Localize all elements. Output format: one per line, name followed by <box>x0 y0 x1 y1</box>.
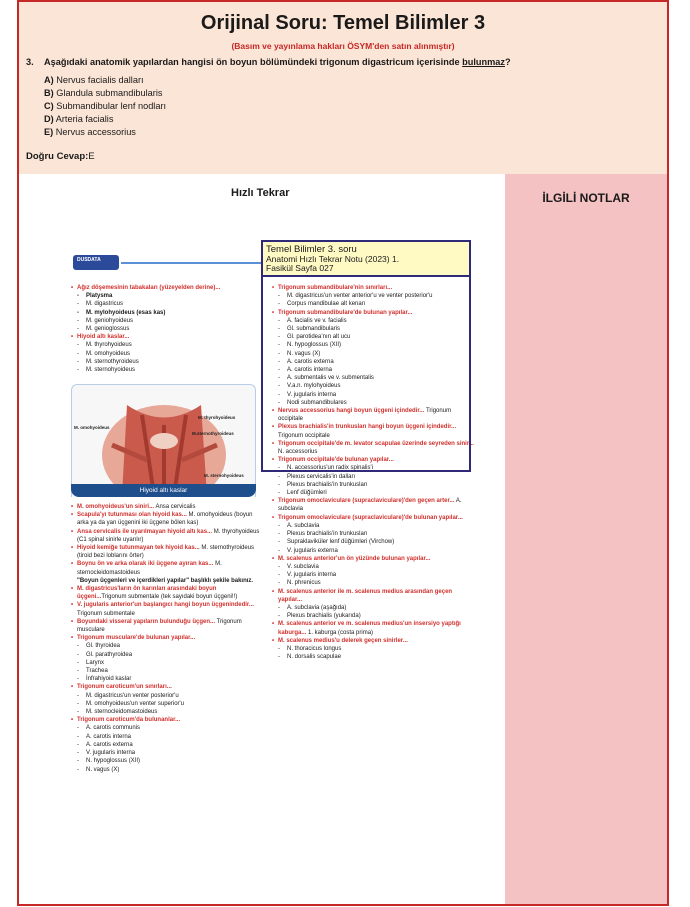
summary-heading <box>272 514 476 522</box>
summary-heading <box>71 683 261 691</box>
figure-label-sternohyoideus: M. sternohyoideus <box>204 473 244 478</box>
summary-list-item: - Supraklaviküler lenf düğümleri (Virchow) <box>272 538 476 546</box>
summary-heading <box>71 601 261 617</box>
summary-list-item: - N. accessorius'un radix spinalis'i <box>272 464 476 472</box>
question-number: 3. <box>26 57 34 67</box>
reference-page: Fasikül Sayfa 027 <box>266 263 334 273</box>
publisher-logo: DUSDATA <box>73 255 119 270</box>
summary-heading-answer: Ansa cervicalis <box>154 504 196 510</box>
summary-heading <box>71 333 256 341</box>
question-end: ? <box>504 57 511 67</box>
summary-heading-text: M. digastricus'ların ön karınları arasındaki boyun üçgeni... <box>77 586 217 601</box>
summary-list-item: - M. omohyoideus'un venter superior'u <box>71 700 261 708</box>
option-a: A) Nervus facialis dalları <box>44 75 144 85</box>
summary-heading-text: Hiyoid altı kaslar... <box>77 334 130 341</box>
summary-heading <box>272 555 476 563</box>
option-c: C) Submandibular lenf nodları <box>44 101 167 111</box>
summary-heading-answer: M. sternothyroideus (tiroid bezi loblarını örter) <box>77 545 255 560</box>
summary-list-item: - A. carotis externa <box>71 741 261 749</box>
summary-heading <box>71 716 261 724</box>
summary-heading-text: Trigonum submandibulare'nin sınırları... <box>278 285 393 291</box>
summary-list-item: - Plexus brachialis'in trunkusları <box>272 530 476 538</box>
summary-list-item: - N. thoracicus longus <box>272 645 476 653</box>
summary-list-item: - A. carotis communis <box>71 724 261 732</box>
summary-heading-text: Ansa cervicalis ile uyarılmayan hiyoid altı kas... <box>77 528 213 535</box>
option-d: D) Arteria facialis <box>44 114 114 124</box>
summary-list-item: - N. dorsalis scapulae <box>272 653 476 661</box>
summary-list-item: - M. sternocleidomastoideus <box>71 708 261 716</box>
figure-caption: Hiyoid altı kaslar <box>71 484 256 497</box>
left-column-top <box>71 284 256 374</box>
summary-list-item: - Nodi submandibulares <box>272 399 476 407</box>
question-panel <box>19 2 667 174</box>
summary-heading-text: Trigonum occipitale'de bulunan yapılar... <box>278 457 394 464</box>
review-heading: Hızlı Tekrar <box>231 187 290 199</box>
summary-heading-text: Boynu ön ve arka olarak iki üçgene ayıran kas... <box>77 561 214 568</box>
summary-list-item: - Platysma <box>71 292 256 300</box>
summary-list-item: - Trachea <box>71 667 261 675</box>
summary-list-item: - M. digastricus'un venter posterior'u <box>71 692 261 700</box>
page-title: Orijinal Soru: Temel Bilimler 3 <box>200 12 486 34</box>
summary-list-item: - V. jugularis externa <box>272 547 476 555</box>
summary-list-item: - V. subclavia <box>272 563 476 571</box>
rights-notice: (Basım ve yayınlama hakları ÖSYM'den satın alınmıştır) <box>231 41 455 51</box>
summary-list-item: - N. vagus (X) <box>272 350 476 358</box>
summary-list-item: - Corpus mandibulae alt kenarı <box>272 300 476 308</box>
summary-list-item: - İnfrahiyoid kaslar <box>71 675 261 683</box>
summary-heading-answer: Trigonum occipitale <box>278 432 330 439</box>
summary-list-item: - A. subclavia <box>272 522 476 530</box>
summary-heading-answer: Trigonum submentale <box>77 610 135 617</box>
notes-panel <box>505 174 667 904</box>
summary-heading <box>272 637 476 645</box>
summary-heading-text: Trigonum caroticum'da bulunanlar... <box>77 717 181 724</box>
summary-heading-text: Trigonum musculare'de bulunan yapılar... <box>77 635 196 642</box>
summary-list-item: - M. sternothyroideus <box>71 358 256 366</box>
summary-list-item: - M. geniohyoideus <box>71 317 256 325</box>
summary-list-item: - M. digastricus <box>71 300 256 308</box>
left-column-bottom <box>71 503 261 774</box>
summary-heading-answer: Trigonum musculare <box>77 618 242 634</box>
summary-heading-text: Scapula'yı tutunması olan hiyoid kas... <box>77 512 187 519</box>
summary-heading-answer: A. subclavia <box>278 498 462 513</box>
summary-list-item: - Gl. parathyroidea <box>71 651 261 659</box>
summary-list-item: - M. thyrohyoideus <box>71 341 256 349</box>
summary-list-item: - A. carotis externa <box>272 358 476 366</box>
summary-heading-text: Ağız döşemesinin tabakaları (yüzeyelden derine)... <box>77 285 221 291</box>
summary-list-item: - Gl. submandibularis <box>272 325 476 333</box>
summary-heading-text: Trigonum submandibulare'de bulunan yapılar... <box>278 309 413 316</box>
summary-heading <box>71 528 261 544</box>
summary-list-item: - A. subclavia (aşağıda) <box>272 604 476 612</box>
summary-list-item: - M. sternohyoideus <box>71 366 256 374</box>
summary-list-item: - N. hypoglossus (XII) <box>71 757 261 765</box>
summary-list-item: - M. genioglossus <box>71 325 256 333</box>
summary-heading-answer: M. omohyoideus (boyun arka ya da yan üçgenini iki üçgene bölen kas) <box>77 512 253 527</box>
reference-source: Anatomi Hızlı Tekrar Notu (2023) 1. <box>266 254 400 264</box>
summary-list-item: - V.a.n. mylohyoideus <box>272 382 476 390</box>
summary-list-item: - M. digastricus'un venter anterior'u ve venter posterior'u <box>272 292 476 300</box>
summary-list-item: - Lenf düğümleri <box>272 489 476 497</box>
summary-heading-text: Trigonum omoclaviculare (supraclaviculare)'de bulunan yapılar... <box>278 514 463 521</box>
summary-heading <box>71 618 261 634</box>
summary-heading-answer: Trigonum occipitale <box>278 408 452 423</box>
summary-heading-text: Boyundaki visseral yapıların bulunduğu üçgen... <box>77 618 216 625</box>
summary-list-item: - N. phrenicus <box>272 579 476 587</box>
summary-list-item: - M. mylohyoideus (esas kas) <box>71 309 256 317</box>
correct-answer: Doğru Cevap:E <box>26 151 95 162</box>
summary-list-item: - V. jugularis interna <box>272 391 476 399</box>
summary-list-item: - A. carotis interna <box>71 733 261 741</box>
summary-heading-text: Trigonum caroticum'un sınırları... <box>77 684 172 691</box>
summary-heading <box>71 503 261 511</box>
summary-list-item: - V. jugularis interna <box>272 571 476 579</box>
summary-heading-answer: Trigonum submentale (tek sayıdaki boyun üçgeni!!) <box>101 594 238 601</box>
summary-heading <box>71 544 261 560</box>
summary-heading <box>71 634 261 642</box>
summary-heading-answer: N. accessorius <box>278 449 318 456</box>
question-text <box>26 57 656 67</box>
summary-heading <box>272 620 476 636</box>
reference-title: Temel Bilimler 3. soru <box>266 244 357 255</box>
answer-options <box>44 74 166 139</box>
summary-list-item: - Plexus brachialis'in trunkusları <box>272 481 476 489</box>
summary-heading-text: V. jugularis anterior'un başlangıcı hangi boyun üçgenindedir... <box>77 602 254 609</box>
summary-heading-text: M. scalenus medius'u delerek geçen sinirler... <box>278 637 408 644</box>
summary-heading-text: M. scalenus anterior ve m. scalenus medius'un insersiyo yaptığı kaburga... <box>278 621 461 636</box>
summary-list-item: - A. carotis interna <box>272 366 476 374</box>
summary-heading-text: Trigonum occipitale'de m. levator scapulae üzerinde seyreden sinir... <box>278 440 474 447</box>
summary-heading <box>71 560 261 576</box>
summary-heading-text: M. omohyoideus'un siniri... <box>77 504 155 510</box>
summary-list-item: - Gl. parotideaʼnın alt ucu <box>272 333 476 341</box>
summary-list-item: - N. hypoglossus (XII) <box>272 341 476 349</box>
summary-heading-answer: 1. kaburga (costa prima) <box>306 629 374 636</box>
summary-heading-answer: M. sternocleidomastoideus <box>77 561 222 576</box>
summary-heading-text: M. scalenus anterior ile m. scalenus medius arasından geçen yapılar... <box>278 588 453 603</box>
summary-heading-text: Nervus accessorius hangi boyun üçgeni içindedir... <box>278 408 425 415</box>
figure-label-sternothyroideus: M.sternothyroideus <box>192 431 234 436</box>
summary-heading-text: Hiyoid kemiğe tutunmayan tek hiyoid kas... <box>77 545 200 552</box>
notes-heading: İLGİLİ NOTLAR <box>542 191 630 205</box>
summary-list-item: - Plexus brachialis (yukarıda) <box>272 612 476 620</box>
summary-list-item: - A. submentalis ve v. submentalis <box>272 374 476 382</box>
summary-list-item: - A. facialis ve v. facialis <box>272 317 476 325</box>
figure-label-thyrohyoideus: M. thyrohyoideus <box>198 415 236 420</box>
summary-heading <box>71 511 261 527</box>
summary-heading <box>71 585 261 601</box>
summary-heading-text: M. scalenus anterior'un ön yüzünde bulunan yapılar... <box>278 555 431 562</box>
summary-heading <box>71 284 256 292</box>
question-stem: Aşağıdaki anatomik yapılardan hangisi ön boyun bölümündeki trigonum digastricum içerisinde <box>44 57 463 67</box>
summary-list-item: - N. vagus (X) <box>71 766 261 774</box>
question-emphasis: bulunmaz <box>462 57 505 67</box>
figure-label-omohyoideus: M. omohyoideus <box>74 425 110 430</box>
summary-heading <box>272 588 476 604</box>
summary-heading-answer: M. thyrohyoideus (C1 spinal sinirle uyarılır) <box>77 528 260 543</box>
option-b: B) Glandula submandibularis <box>44 88 163 98</box>
summary-list-item: - V. jugularis interna <box>71 749 261 757</box>
reference-box-header <box>261 240 471 277</box>
summary-list-item: "Boyun üçgenleri ve içerdikleri yapılar" başlıklı şekile bakınız. <box>77 577 254 584</box>
neck-anatomy-illustration <box>72 385 255 497</box>
option-e: E) Nervus accessorius <box>44 127 136 137</box>
summary-list-item: - Larynx <box>71 659 261 667</box>
summary-list-item: - Gl. thyroidea <box>71 642 261 650</box>
summary-heading-text: Trigonum omoclaviculare (supraclaviculare)'den geçen arter... <box>278 498 455 505</box>
summary-list-item: - M. omohyoideus <box>71 350 256 358</box>
summary-heading-text: Plexus brachialis'in trunkusları hangi boyun üçgeni içindedir... <box>278 424 457 431</box>
summary-list-item: - Plexus cervicalis'in dalları <box>272 473 476 481</box>
neck-muscles-figure <box>71 384 256 497</box>
summary-heading <box>272 497 476 513</box>
